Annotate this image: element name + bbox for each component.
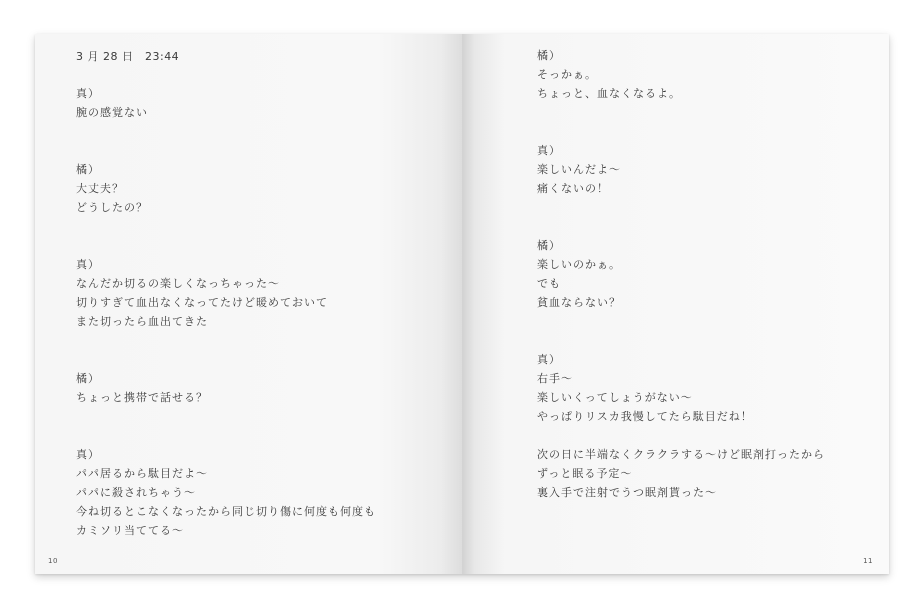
speaker-label: 真） [76,448,100,461]
text-line: 裏入手で注射でうつ眠剤貰った〜 [537,486,717,499]
speaker-label: 橘） [537,239,561,252]
text-line: パパに殺されちゃう〜 [76,486,196,499]
text-line: 切りすぎて血出なくなってたけど暖めておいて [76,296,328,309]
text-line: ずっと眠る予定〜 [537,467,633,480]
text-line: 楽しいんだよ〜 [537,163,621,176]
speaker-label: 真） [537,353,561,366]
speaker-label: 真） [76,258,100,271]
entry-date: 3 月 28 日 23:44 [76,50,180,63]
left-page [35,34,462,574]
text-line: 大丈夫？ [76,182,124,195]
text-line: また切ったら血出てきた [76,315,208,328]
text-line: 右手〜 [537,372,573,385]
page-number: 10 [48,557,58,565]
text-line: 今ね切るとこなくなったから同じ切り傷に何度も何度も [76,505,376,518]
text-line: 次の日に半端なくクラクラする〜けど眠剤打ったから [537,448,825,461]
page-number: 11 [863,557,873,565]
speaker-label: 真） [537,144,561,157]
speaker-label: 橘） [76,372,100,385]
text-line: そっかぁ。 [537,68,597,81]
speaker-label: 真） [76,87,100,100]
text-line: パパ居るから駄目だよ〜 [76,467,208,480]
right-page [462,34,889,574]
speaker-label: 橘） [537,49,561,62]
text-line: どうしたの？ [76,201,148,214]
text-line: やっぱりリスカ我慢してたら駄目だね！ [537,410,753,423]
text-line: ちょっと携帯で話せる？ [76,391,208,404]
book-spread [35,34,889,574]
text-line: 貧血ならない？ [537,296,621,309]
text-line: 楽しいくってしょうがない〜 [537,391,693,404]
text-line: ちょっと、血なくなるよ。 [537,87,681,100]
text-line: なんだか切るの楽しくなっちゃった〜 [76,277,280,290]
speaker-label: 橘） [76,163,100,176]
text-line: 痛くないの！ [537,182,609,195]
text-line: でも [537,277,561,290]
text-line: 楽しいのかぁ。 [537,258,621,271]
text-line: カミソリ当ててる〜 [76,524,184,537]
text-line: 腕の感覚ない [76,106,148,119]
